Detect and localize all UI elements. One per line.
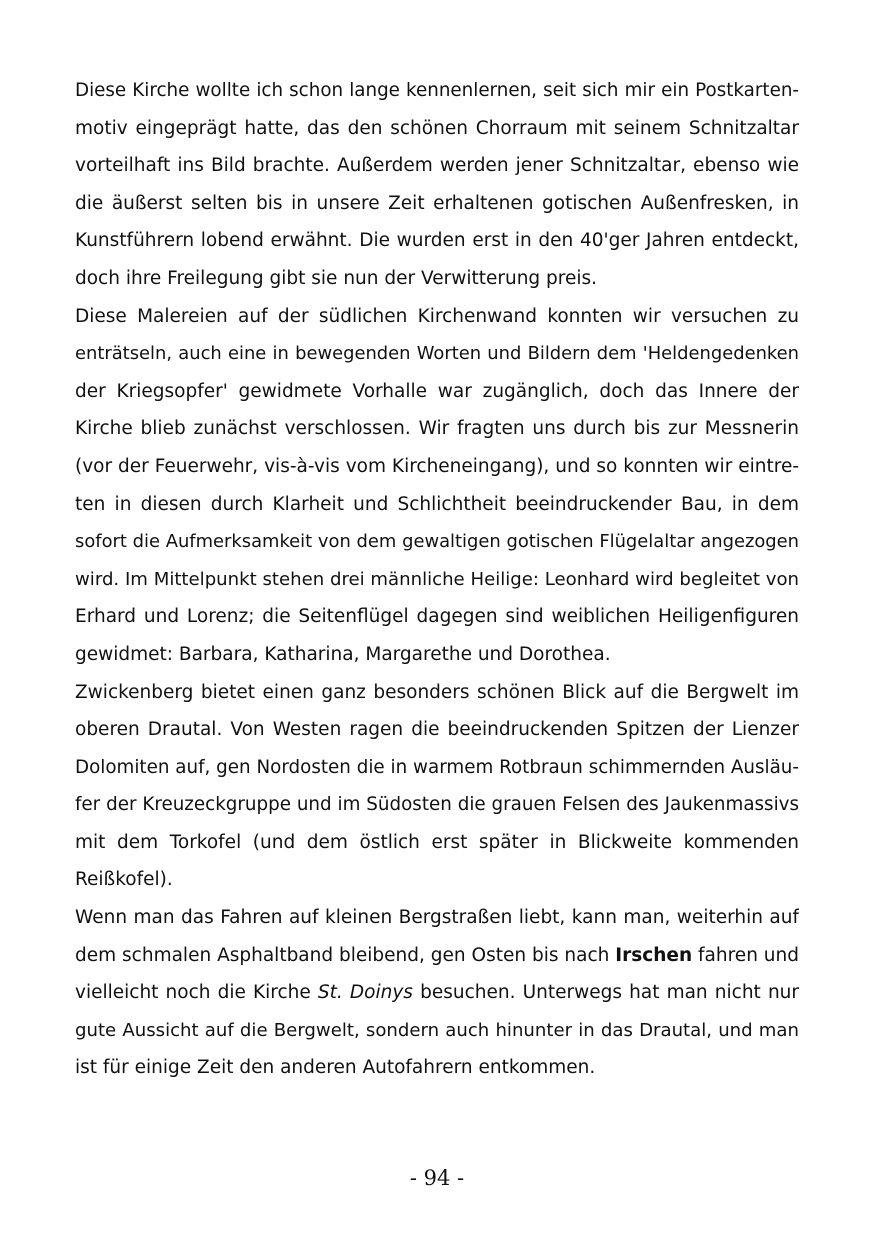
text-run: vielleicht noch die Kirche	[75, 982, 318, 1004]
text-line: Kirche blieb zunächst verschlossen. Wir fragten uns durch bis zur Messnerin	[75, 418, 799, 440]
text-run: besuchen. Unterwegs hat man nicht nur	[412, 982, 799, 1004]
text-line: ist für einige Zeit den anderen Autofahrern entkommen.	[75, 1057, 596, 1079]
paragraph-2	[75, 298, 799, 674]
text-line: oberen Drautal. Von Westen ragen die beeindruckenden Spitzen der Lienzer	[75, 719, 799, 741]
place-name-irschen: Irschen	[615, 944, 693, 966]
text-line: sofort die Aufmerksamkeit von dem gewaltigen gotischen Flügelaltar angezogen	[75, 531, 799, 553]
text-line	[75, 937, 799, 975]
text-line: gewidmet: Barbara, Katharina, Margarethe und Dorothea.	[75, 643, 611, 665]
text-line: enträtseln, auch eine in bewegenden Worten und Bildern dem 'Heldengedenken	[75, 343, 799, 365]
text-line: die äußerst selten bis in unsere Zeit erhaltenen gotischen Außenfresken, in	[75, 192, 799, 214]
text-line: mit dem Torkofel (und dem östlich erst später in Blickweite kommenden	[75, 831, 799, 853]
text-line: doch ihre Freilegung gibt sie nun der Verwitterung preis.	[75, 267, 598, 289]
text-line: gute Aussicht auf die Bergwelt, sondern auch hinunter in das Drautal, und man	[75, 1019, 799, 1041]
page-body	[75, 72, 799, 1087]
text-line	[75, 974, 799, 1012]
text-line: Wenn man das Fahren auf kleinen Bergstraßen liebt, kann man, weiterhin auf	[75, 907, 799, 929]
text-line: Kunstführern lobend erwähnt. Die wurden erst in den 40'ger Jahren entdeckt,	[75, 230, 799, 252]
text-line: Diese Malereien auf der südlichen Kirchenwand konnten wir versuchen zu	[75, 305, 799, 327]
text-run: fahren und	[692, 944, 799, 966]
page-number: - 94 -	[409, 1166, 465, 1190]
text-line: Diese Kirche wollte ich schon lange kennenlernen, seit sich mir ein Postkarten-	[75, 80, 799, 101]
paragraph-4	[75, 899, 799, 1087]
text-line: vorteilhaft ins Bild brachte. Außerdem werden jener Schnitzaltar, ebenso wie	[75, 155, 799, 177]
text-line: Reißkofel).	[75, 869, 173, 891]
text-line: Dolomiten auf, gen Nordosten die in warmem Rotbraun schimmernden Ausläu-	[75, 756, 799, 778]
text-line: der Kriegsopfer' gewidmete Vorhalle war zugänglich, doch das Innere der	[75, 380, 799, 402]
text-line: wird. Im Mittelpunkt stehen drei männliche Heilige: Leonhard wird begleitet von	[75, 568, 799, 590]
text-line: Zwickenberg bietet einen ganz besonders schönen Blick auf die Bergwelt im	[75, 681, 799, 703]
paragraph-1	[75, 72, 799, 298]
text-line: (vor der Feuerwehr, vis-à-vis vom Kircheneingang), und so konnten wir eintre-	[75, 455, 799, 477]
church-name-st-doinys: St. Doinys	[317, 982, 413, 1004]
text-line: Erhard und Lorenz; die Seitenflügel dagegen sind weiblichen Heiligenfiguren	[75, 606, 799, 628]
text-line: ten in diesen durch Klarheit und Schlichtheit beeindruckender Bau, in dem	[75, 493, 799, 515]
text-line: motiv eingeprägt hatte, das den schönen Chorraum mit seinem Schnitzaltar	[75, 117, 799, 139]
text-line: fer der Kreuzeckgruppe und im Südosten die grauen Felsen des Jaukenmassivs	[75, 794, 799, 816]
paragraph-3	[75, 674, 799, 900]
text-run: dem schmalen Asphaltband bleibend, gen Osten bis nach	[75, 944, 616, 966]
